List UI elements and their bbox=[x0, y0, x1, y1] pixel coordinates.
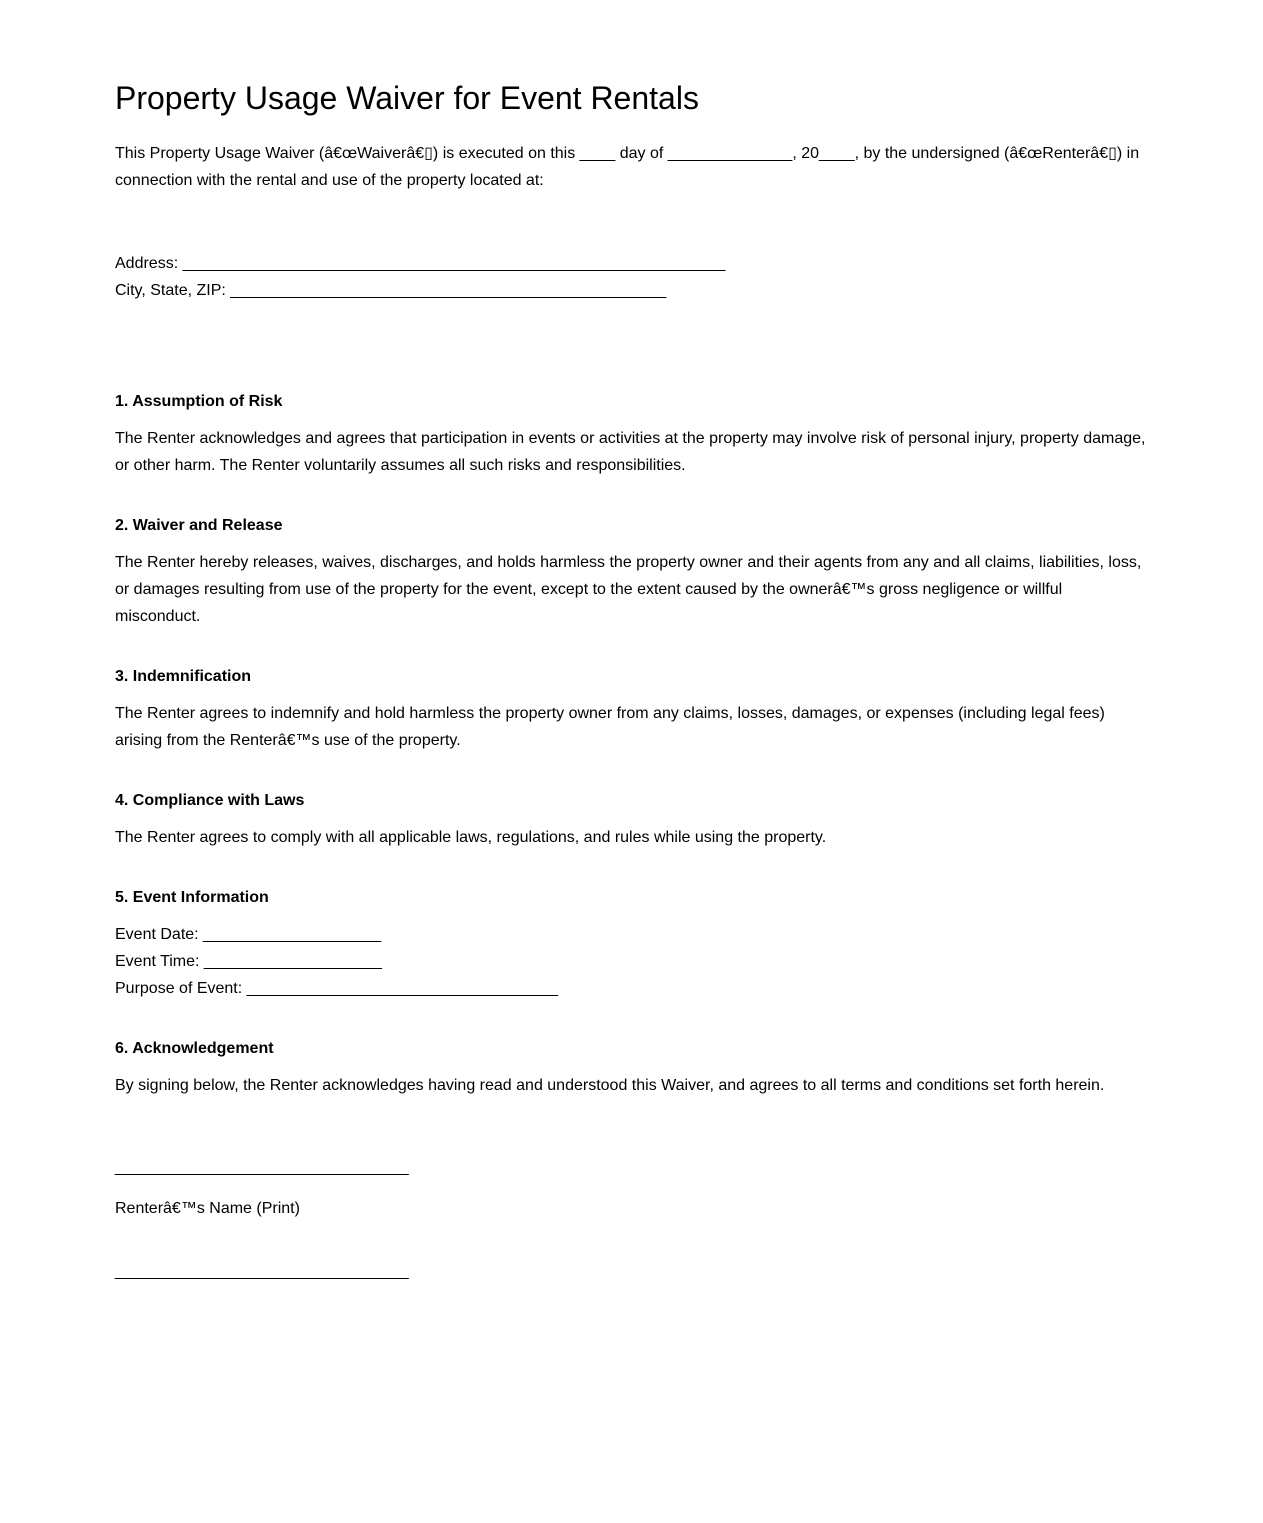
section-3-body: The Renter agrees to indemnify and hold harmless the property owner from any claims, losses, damages, or expenses (including legal fees) arising from the Renterâ€™s use of the property. bbox=[115, 705, 1105, 749]
document-title: Property Usage Waiver for Event Rentals bbox=[115, 80, 699, 116]
section-3-heading: 3. Indemnification bbox=[115, 668, 252, 685]
section-1-heading: 1. Assumption of Risk bbox=[115, 393, 283, 410]
section-1-body: The Renter acknowledges and agrees that participation in events or activities at the property may involve risk of personal injury, property damage, or other harm. The Renter voluntarily assumes all such risks and responsibilities. bbox=[115, 430, 1146, 474]
event-date-line: Event Date: ____________________ bbox=[115, 926, 382, 943]
section-4-heading: 4. Compliance with Laws bbox=[115, 792, 305, 809]
event-time-line: Event Time: ____________________ bbox=[115, 953, 382, 970]
section-6-heading: 6. Acknowledgement bbox=[115, 1040, 274, 1057]
renter-name-label: Renterâ€™s Name (Print) bbox=[115, 1200, 300, 1217]
address-line: Address: _____________________________________________________________ bbox=[115, 255, 726, 272]
acknowledgement-body: By signing below, the Renter acknowledges having read and understood this Waiver, and agrees to all terms and conditions set forth herein. bbox=[115, 1077, 1105, 1094]
property-address-block bbox=[115, 250, 1148, 304]
renter-signature-line: _________________________________ bbox=[115, 1159, 409, 1176]
section-2-body: The Renter hereby releases, waives, discharges, and holds harmless the property owner and their agents from any and all claims, liabilities, loss, or damages resulting from use of the property for the event, except to the extent caused by the ownerâ€™s gross negligence or willful misconduct. bbox=[115, 554, 1142, 625]
city-state-zip-line: City, State, ZIP: _________________________________________________ bbox=[115, 282, 667, 299]
intro-paragraph: This Property Usage Waiver (â€œWaiverâ€▯) is executed on this ____ day of ______________, 20____, by the undersigned (â€œRenterâ€▯) in connection with the rental and use of the property located at: bbox=[115, 145, 1140, 189]
event-purpose-line: Purpose of Event: ___________________________________ bbox=[115, 980, 559, 997]
renter-name-print-line: _________________________________ bbox=[115, 1263, 409, 1280]
section-4-body: The Renter agrees to comply with all applicable laws, regulations, and rules while using the property. bbox=[115, 829, 827, 846]
section-5-heading: 5. Event Information bbox=[115, 889, 269, 906]
section-2-heading: 2. Waiver and Release bbox=[115, 517, 283, 534]
